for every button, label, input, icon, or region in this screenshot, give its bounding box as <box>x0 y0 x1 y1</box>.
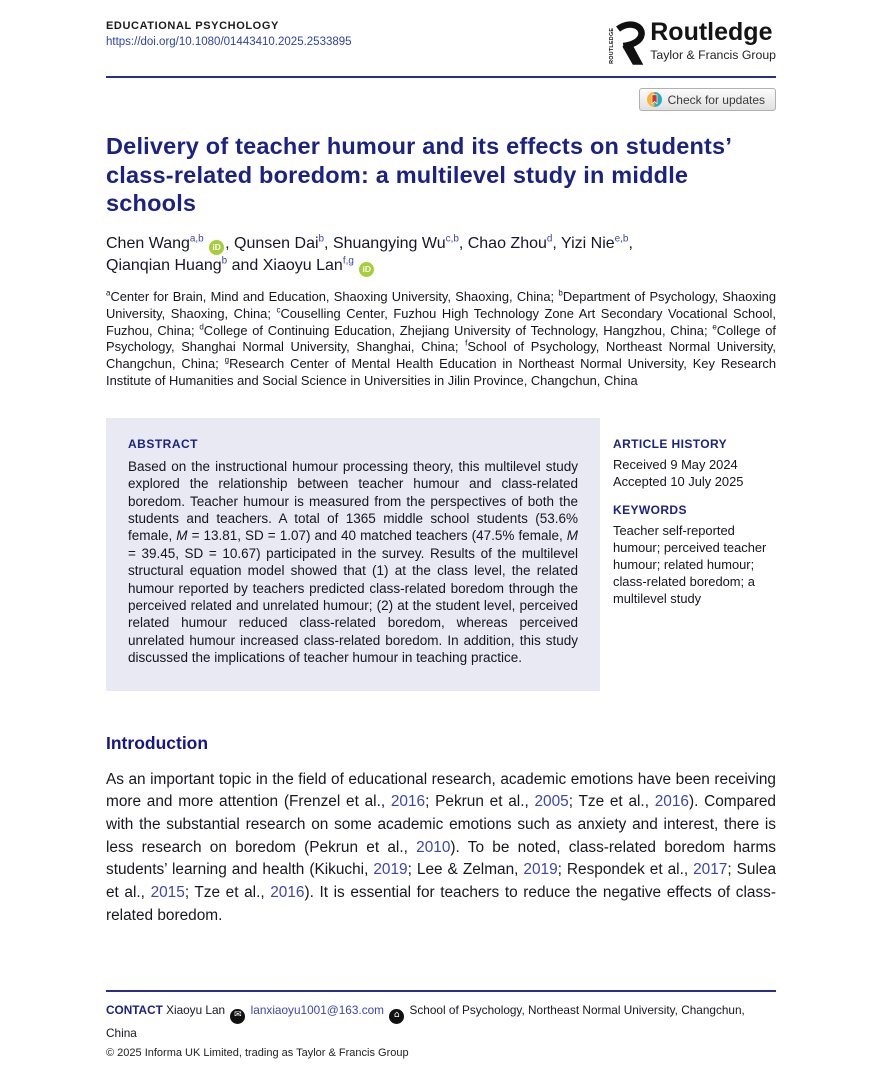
contact-line <box>106 1001 776 1042</box>
header-rule <box>106 76 776 78</box>
text-segment: School of Psychology, Northeast Normal University, Changchun, China <box>106 1003 745 1040</box>
logo-group: Taylor & Francis Group <box>650 48 776 62</box>
text-segment: Couselling Center, Fuzhou High Technology Zone Art Secondary Vocational School, Fuzhou, China; <box>106 305 776 338</box>
logo-brand: Routledge <box>650 18 773 46</box>
affiliations <box>106 289 776 390</box>
text-segment: , Qunsen Dai <box>225 234 319 252</box>
citation-link[interactable]: 2016 <box>390 793 426 811</box>
citation-link[interactable]: 2015 <box>150 883 185 901</box>
citation-link[interactable]: 2016 <box>270 883 305 901</box>
svg-text:ROUTLEDGE: ROUTLEDGE <box>609 27 616 64</box>
check-updates-label: Check for updates <box>667 92 765 107</box>
superscript: b <box>558 288 563 298</box>
text-segment: School of Psychology, Northeast Normal University, Changchun, China; <box>106 339 776 372</box>
superscript: b <box>221 255 228 267</box>
text-segment: Research Center of Mental Health Education in Northeast Normal University, Key Research Institute of Humanities and Social Science in Universities in Jilin Province, Changchun, China <box>106 356 776 389</box>
text-segment: Xiaoyu Lan <box>162 1003 229 1018</box>
text-segment: M <box>176 528 188 544</box>
journal-name: EDUCATIONAL PSYCHOLOGY <box>106 20 279 32</box>
abstract-box <box>106 418 600 691</box>
citation-link[interactable]: 2019 <box>373 861 408 879</box>
text-segment: College of Continuing Education, Zhejiang University of Technology, Hangzhou, China; <box>203 322 713 338</box>
superscript: f,g <box>342 255 354 267</box>
text-segment: ; Tze et al., <box>184 883 271 901</box>
text-segment <box>204 235 208 252</box>
authors-line <box>106 233 776 277</box>
mail-icon: ✉ <box>230 1009 245 1024</box>
citation-link[interactable]: 2005 <box>534 793 569 811</box>
building-icon: ⌂ <box>389 1009 404 1024</box>
text-segment: , Chao Zhou <box>458 234 547 252</box>
footer-rule <box>106 990 776 992</box>
text-segment: , Shuangying Wu <box>324 234 446 252</box>
introduction-heading: Introduction <box>106 732 209 753</box>
text-segment: Department of Psychology, Shaoxing University, Shaoxing, China; <box>106 289 776 321</box>
text-segment: Chen Wang <box>106 234 190 252</box>
text-segment: Qianqian Huang <box>106 257 222 275</box>
text-segment: ). It is essential for teachers to reduce the negative effects of class-related boredom. <box>106 883 776 924</box>
check-updates-button[interactable] <box>639 88 776 111</box>
page-header <box>106 20 776 66</box>
citation-link[interactable]: 2016 <box>654 793 689 811</box>
superscript: f <box>465 339 468 349</box>
text-segment: ; Respondek et al., <box>557 861 694 879</box>
page-footer <box>106 990 776 1059</box>
superscript: c <box>276 305 281 315</box>
updates-row <box>106 88 776 111</box>
abstract-heading: ABSTRACT <box>128 436 198 451</box>
superscript: d <box>199 322 204 332</box>
keywords-block <box>613 503 776 607</box>
received-date: Received 9 May 2024 <box>613 456 738 472</box>
routledge-mark-icon <box>605 20 645 66</box>
superscript: b <box>318 233 325 245</box>
introduction-paragraph <box>106 769 776 927</box>
citation-link[interactable]: 2019 <box>523 861 558 879</box>
article-info-sidebar <box>613 418 776 691</box>
text-segment: ). To be noted, class-related boredom harms students’ learning and health (Kikuchi, <box>106 838 776 879</box>
citation-link[interactable]: 2017 <box>693 861 728 879</box>
article-history-heading: ARTICLE HISTORY <box>613 436 728 451</box>
article-title: Delivery of teacher humour and its effects on students’ class-related boredom: a multilevel study in middle schools <box>106 133 731 217</box>
text-segment: and Xiaoyu Lan <box>227 257 343 275</box>
superscript: c,b <box>445 233 459 245</box>
text-segment: College of Psychology, Shanghai Normal University, Shanghai, China; <box>106 322 776 355</box>
superscript: d <box>546 233 553 245</box>
text-segment: As an important topic in the field of educational research, academic emotions have been receiving more and more attention (Frenzel et al., <box>106 770 776 811</box>
routledge-logo <box>605 20 776 66</box>
superscript: g <box>224 355 230 365</box>
copyright-line: © 2025 Informa UK Limited, trading as Taylor & Francis Group <box>106 1047 409 1059</box>
superscript: e <box>712 322 717 332</box>
text-segment: Based on the instructional humour processing theory, this multilevel study explored the relationship between teacher humour and class-related boredom. Teacher humour is measured from the perspectives of both the students and teachers. A total of 1365 middle school students (53.6% female, <box>128 458 578 544</box>
keywords-heading: KEYWORDS <box>613 502 687 517</box>
text-segment: ; Lee & Zelman, <box>407 861 524 879</box>
superscript: e,b <box>614 233 629 245</box>
text-segment: CONTACT <box>106 1003 163 1018</box>
citation-link[interactable]: 2010 <box>416 838 451 856</box>
crossmark-icon <box>647 92 662 107</box>
keywords-text: Teacher self-reported humour; perceived teacher humour; related humour; class-related boredom; a multilevel study <box>613 522 767 606</box>
logo-text <box>650 20 776 62</box>
text-segment: , Yizi Nie <box>552 234 615 252</box>
text-segment: Center for Brain, Mind and Education, Shaoxing University, Shaoxing, China; <box>110 289 559 305</box>
journal-block <box>106 20 352 48</box>
text-segment: ; Sulea et al., <box>106 861 777 901</box>
orcid-icon[interactable]: iD <box>209 240 224 255</box>
superscript: a <box>106 288 111 298</box>
doi-link[interactable]: https://doi.org/10.1080/01443410.2025.2533895 <box>106 36 352 48</box>
orcid-icon[interactable]: iD <box>359 262 374 277</box>
text-segment <box>354 257 358 274</box>
text-segment: , <box>628 234 633 252</box>
text-segment: M <box>566 528 578 544</box>
abstract-text <box>128 458 578 667</box>
email-link[interactable]: lanxiaoyu1001@163.com <box>250 1003 384 1018</box>
text-segment: = 13.81, SD = 1.07) and 40 matched teachers (47.5% female, <box>187 528 567 544</box>
accepted-date: Accepted 10 July 2025 <box>613 473 744 489</box>
text-segment: ; Tze et al., <box>568 793 655 811</box>
abstract-row <box>106 418 776 691</box>
superscript: a,b <box>189 233 204 245</box>
text-segment: ; Pekrun et al., <box>425 793 535 811</box>
text-segment: = 39.45, SD = 10.67) participated in the survey. Results of the multilevel structural equation model showed that (1) at the class level, the related humour reported by teachers predicted class-related boredom through the perceived related and unrelated humour; (2) at the student level, perceived related humour reduced class-related boredom, whereas perceived unrelated humour increased class-related boredom. In addition, this study discussed the implications of teacher humour in teaching practice. <box>128 545 578 666</box>
text-segment <box>384 1003 387 1017</box>
text-segment: ). Compared with the substantial research on some academic emotions such as anxiety and interest, there is less research on boredom (Pekrun et al., <box>106 793 776 856</box>
